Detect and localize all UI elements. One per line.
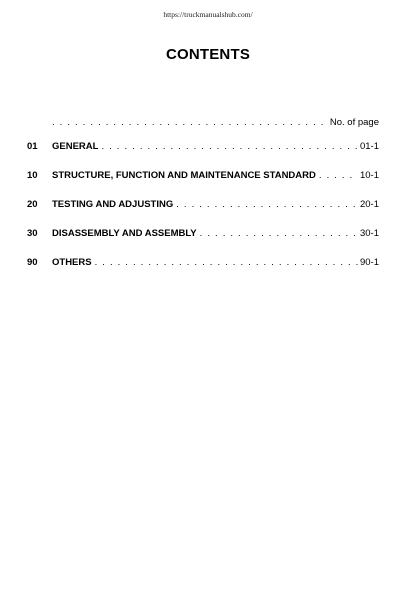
page-number-column-label: No. of page bbox=[329, 117, 379, 128]
page-number: 01-1 bbox=[359, 141, 379, 152]
toc-entry-others bbox=[27, 257, 379, 286]
section-title: OTHERS bbox=[52, 257, 92, 268]
toc-entry-testing bbox=[27, 199, 379, 228]
table-of-contents bbox=[27, 141, 379, 286]
page-number: 30-1 bbox=[359, 228, 379, 239]
dot-leader bbox=[176, 199, 358, 210]
page-number: 10-1 bbox=[359, 170, 379, 181]
section-title: DISASSEMBLY AND ASSEMBLY bbox=[52, 228, 197, 239]
section-number: 90 bbox=[27, 257, 38, 268]
section-title: GENERAL bbox=[52, 141, 99, 152]
dot-leader bbox=[319, 170, 358, 181]
toc-column-header bbox=[52, 117, 379, 128]
section-title: TESTING AND ADJUSTING bbox=[52, 199, 174, 210]
dot-leader bbox=[52, 117, 326, 128]
section-number: 10 bbox=[27, 170, 38, 181]
section-title: STRUCTURE, FUNCTION AND MAINTENANCE STANDARD bbox=[52, 170, 316, 181]
toc-entry-general bbox=[27, 141, 379, 170]
page-title: CONTENTS bbox=[165, 46, 251, 63]
toc-entry-structure bbox=[27, 170, 379, 199]
dot-leader bbox=[101, 141, 358, 152]
page-number: 20-1 bbox=[359, 199, 379, 210]
toc-entry-disassembly bbox=[27, 228, 379, 257]
page-number: 90-1 bbox=[359, 257, 379, 268]
section-number: 01 bbox=[27, 141, 38, 152]
section-number: 30 bbox=[27, 228, 38, 239]
section-number: 20 bbox=[27, 199, 38, 210]
dot-leader bbox=[95, 257, 358, 268]
source-url: https://truckmanualshub.com/ bbox=[163, 10, 253, 19]
dot-leader bbox=[200, 228, 358, 239]
